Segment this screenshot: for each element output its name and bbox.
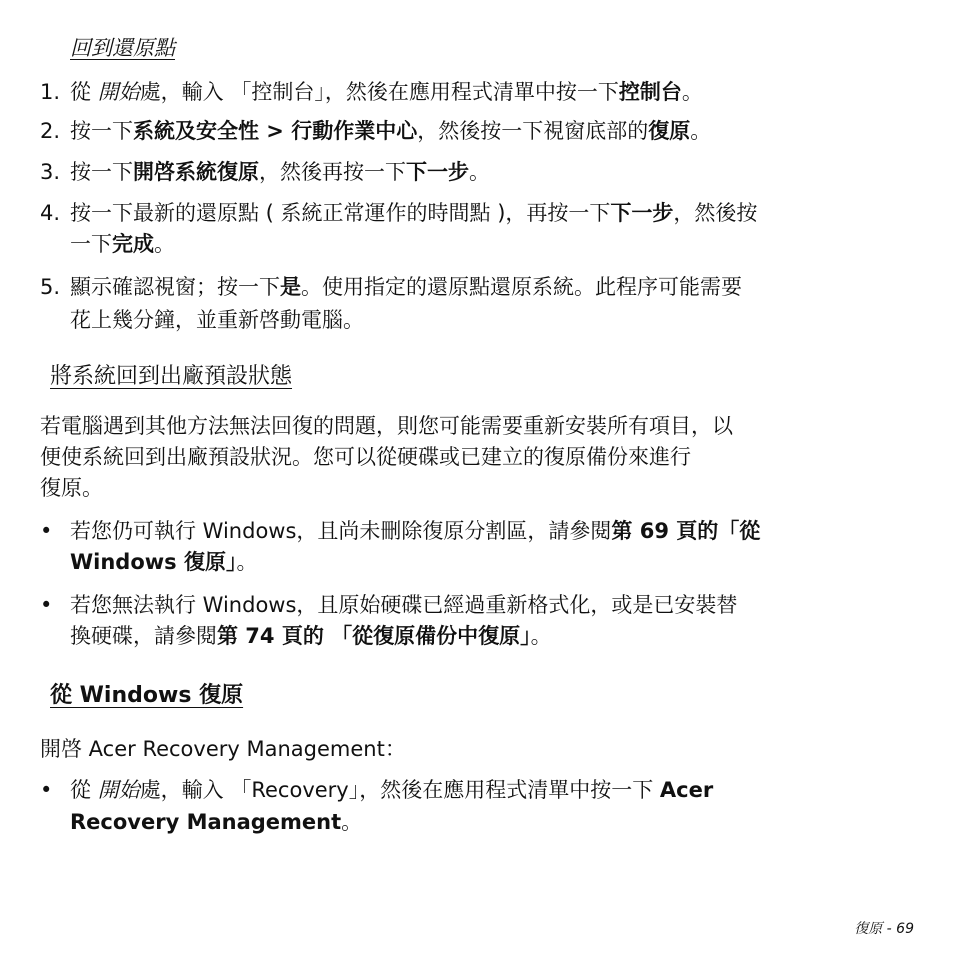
page-footer bbox=[854, 920, 914, 938]
text-run: 開始 bbox=[97, 778, 140, 802]
step-4-line-2 bbox=[70, 229, 175, 259]
restore-point-subheading: 回到還原點 bbox=[70, 36, 175, 60]
step-number: 2. bbox=[40, 119, 61, 143]
text-run: 處，輸入 「Recovery」，然後在應用程式清單中按一下 bbox=[139, 778, 660, 802]
text-run: 按一下 bbox=[70, 160, 133, 184]
windows-bullet-1-line-2 bbox=[70, 807, 362, 837]
windows-paragraph: 開啓 Acer Recovery Management： bbox=[40, 737, 406, 761]
footer-section-label: 復原 - bbox=[854, 921, 892, 937]
text-run: Recovery Management bbox=[70, 810, 342, 834]
text-run: Acer bbox=[659, 778, 714, 802]
text-run: 是 bbox=[280, 275, 301, 299]
factory-paragraph-line-1: 若電腦遇到其他方法無法回復的問題，則您可能需要重新安裝所有項目，以 bbox=[40, 414, 733, 438]
text-run: 。 bbox=[154, 232, 175, 256]
text-run: 。 bbox=[530, 624, 552, 648]
text-run: 系統及安全性 > 行動作業中心 bbox=[133, 119, 418, 143]
text-run: 第 74 頁的 「從復原備份中復原」 bbox=[217, 624, 531, 648]
text-run: ，然後按一下視窗底部的 bbox=[417, 119, 649, 143]
text-run: 。 bbox=[341, 810, 363, 834]
step-3-line-1 bbox=[70, 157, 490, 187]
text-run: 下一步 bbox=[610, 201, 674, 225]
bullet-marker: • bbox=[40, 519, 53, 543]
text-run: 若您無法執行 Windows，且原始硬碟已經過重新格式化，或是已安裝替 bbox=[70, 593, 738, 617]
step-4-line-1 bbox=[70, 198, 757, 228]
step-1-line-1 bbox=[70, 77, 703, 107]
factory-bullet-1-line-1 bbox=[70, 516, 760, 546]
step-number: 5. bbox=[40, 275, 61, 299]
text-run: 完成 bbox=[112, 232, 154, 256]
text-run: 。 bbox=[236, 550, 258, 574]
windows-recovery-heading: 從 Windows 復原 bbox=[50, 683, 244, 708]
text-run: 。 bbox=[681, 80, 703, 104]
bullet-marker: • bbox=[40, 593, 53, 617]
text-run: 若您仍可執行 Windows，且尚未刪除復原分割區，請參閱 bbox=[70, 519, 612, 543]
text-run: 花上幾分鐘，並重新啓動電腦。 bbox=[70, 308, 364, 332]
text-run: 從 bbox=[70, 778, 98, 802]
text-run: 復原 bbox=[648, 119, 691, 143]
text-run: 處，輸入 「控制台」，然後在應用程式清單中按一下 bbox=[139, 80, 619, 104]
text-run: 按一下 bbox=[70, 119, 133, 143]
text-run: 按一下最新的還原點 ( 系統正常運作的時間點 )，再按一下 bbox=[70, 201, 611, 225]
step-number: 4. bbox=[40, 201, 61, 225]
step-2-line-1 bbox=[70, 116, 711, 146]
text-run: ，然後按 bbox=[673, 201, 758, 225]
step-number: 1. bbox=[40, 80, 61, 104]
windows-bullet-1-line-1 bbox=[70, 775, 713, 805]
text-run: 。 bbox=[469, 160, 490, 184]
text-run: 一下 bbox=[70, 232, 112, 256]
footer-page-number: 69 bbox=[896, 921, 914, 937]
factory-paragraph-line-2: 便使系統回到出廠預設狀況。您可以從硬碟或已建立的復原備份來進行 bbox=[40, 445, 691, 469]
text-run: ，然後再按一下 bbox=[259, 160, 406, 184]
text-run: 。 bbox=[690, 119, 712, 143]
text-run: 顯示確認視窗；按一下 bbox=[70, 275, 280, 299]
step-5-line-1 bbox=[70, 272, 742, 302]
text-run: 下一步 bbox=[406, 160, 469, 184]
text-run: 換硬碟，請參閱 bbox=[70, 624, 217, 648]
text-run: 從 bbox=[70, 80, 98, 104]
step-number: 3. bbox=[40, 160, 61, 184]
factory-bullet-1-line-2 bbox=[70, 547, 257, 577]
text-run: Windows 復原」 bbox=[70, 550, 237, 574]
text-run: 開始 bbox=[97, 80, 140, 104]
text-run: 控制台 bbox=[618, 80, 682, 104]
text-run: 開啓系統復原 bbox=[133, 160, 259, 184]
factory-bullet-2-line-2 bbox=[70, 621, 552, 651]
factory-paragraph-line-3: 復原。 bbox=[40, 476, 103, 500]
factory-bullet-2-line-1 bbox=[70, 590, 737, 620]
text-run: 。使用指定的還原點還原系統。此程序可能需要 bbox=[301, 275, 742, 299]
text-run: 第 69 頁的「從 bbox=[611, 519, 761, 543]
bullet-marker: • bbox=[40, 778, 53, 802]
step-5-line-2 bbox=[70, 305, 364, 335]
factory-reset-heading: 將系統回到出廠預設狀態 bbox=[50, 364, 293, 389]
